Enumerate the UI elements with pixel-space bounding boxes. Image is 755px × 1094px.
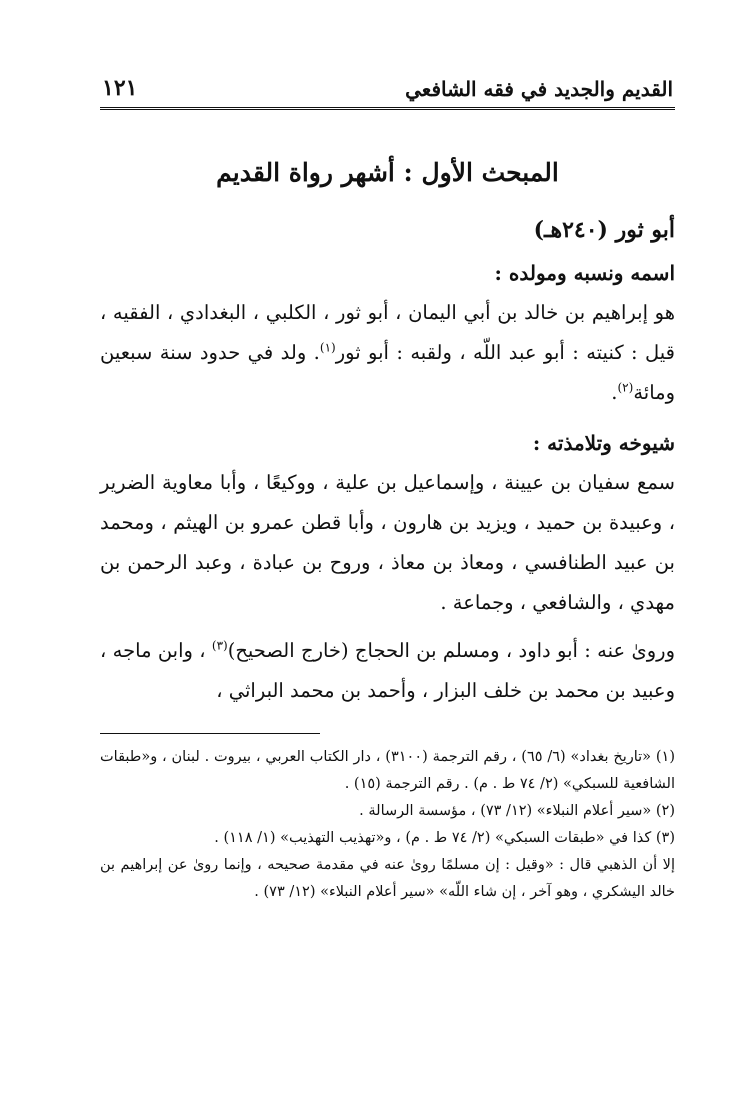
footnote-marker: (١) [319, 340, 336, 355]
footnote-marker: (٣) [211, 638, 228, 653]
section-heading-name-lineage: اسمه ونسبه ومولده : [494, 261, 675, 285]
footnote-3-continued: إلا أن الذهبي قال : «وقيل : إن مسلمًا روىٰ عنه في مقدمة صحيحه ، وإنما روىٰ عن إبراهيم بن خالد اليشكري ، وهو آخر ، إن شاء اللّه» «سير أعلام النبلاء» (١٢/ ٧٣) . [100, 857, 675, 900]
book-page [100, 70, 675, 906]
paragraph-text: ، وابن ماجه ، وعبيد بن محمد بن خلف البزار ، وأحمد بن محمد البراثي ، [100, 639, 675, 702]
paragraph-text: . [611, 381, 618, 404]
section-heading-teachers-students: شيوخه وتلامذته : [532, 431, 675, 455]
footnote-3: (٣) كذا في «طبقات السبكي» (٢/ ٧٤ ط . م) ، و«تهذيب التهذيب» (١/ ١١٨) . [214, 830, 675, 846]
person-name: أبو ثور (٢٤٠هـ) [533, 217, 675, 243]
footnotes [100, 744, 675, 906]
paragraph-name-lineage [100, 293, 675, 413]
page-header [100, 70, 675, 110]
running-title: القديم والجديد في فقه الشافعي [405, 77, 673, 101]
footnote-divider [100, 733, 320, 734]
footnote-2: (٢) «سير أعلام النبلاء» (١٢/ ٧٣) ، مؤسسة الرسالة . [359, 803, 675, 819]
paragraph-text: هو إبراهيم بن خالد بن أبي اليمان ، أبو ثور ، الكلبي ، البغدادي ، الفقيه ، قيل : كنيته : أبو عبد اللّه ، ولقبه : أبو ثور [100, 301, 675, 364]
footnote-1: (١) «تاريخ بغداد» (٦/ ٦٥) ، رقم الترجمة (٣١٠٠) ، دار الكتاب العربي ، بيروت . لبنان ، و«طبقات الشافعية للسبكي» (٢/ ٧٤ ط . م) . رقم الترجمة (١٥) . [100, 749, 675, 792]
paragraph-text: سمع سفيان بن عيينة ، وإسماعيل بن علية ، ووكيعًا ، وأبا معاوية الضرير ، وعبيدة بن حميد ، ويزيد بن هارون ، وأبا قطن عمرو بن الهيثم ، ومحمد بن عبيد الطنافسي ، ومعاذ بن معاذ ، وروح بن عبادة ، وعبد الرحمن بن مهدي ، والشافعي ، وجماعة . [100, 471, 675, 614]
paragraph-text: . ولد في حدود سنة سبعين ومائة [100, 341, 675, 404]
paragraph-students [100, 631, 675, 711]
page-number: ١٢١ [102, 75, 138, 101]
paragraph-teachers [100, 463, 675, 623]
section-title: المبحث الأول : أشهر رواة القديم [216, 158, 559, 187]
paragraph-text: وروىٰ عنه : أبو داود ، ومسلم بن الحجاج (خارج الصحيح) [227, 639, 675, 662]
footnote-marker: (٢) [617, 380, 634, 395]
